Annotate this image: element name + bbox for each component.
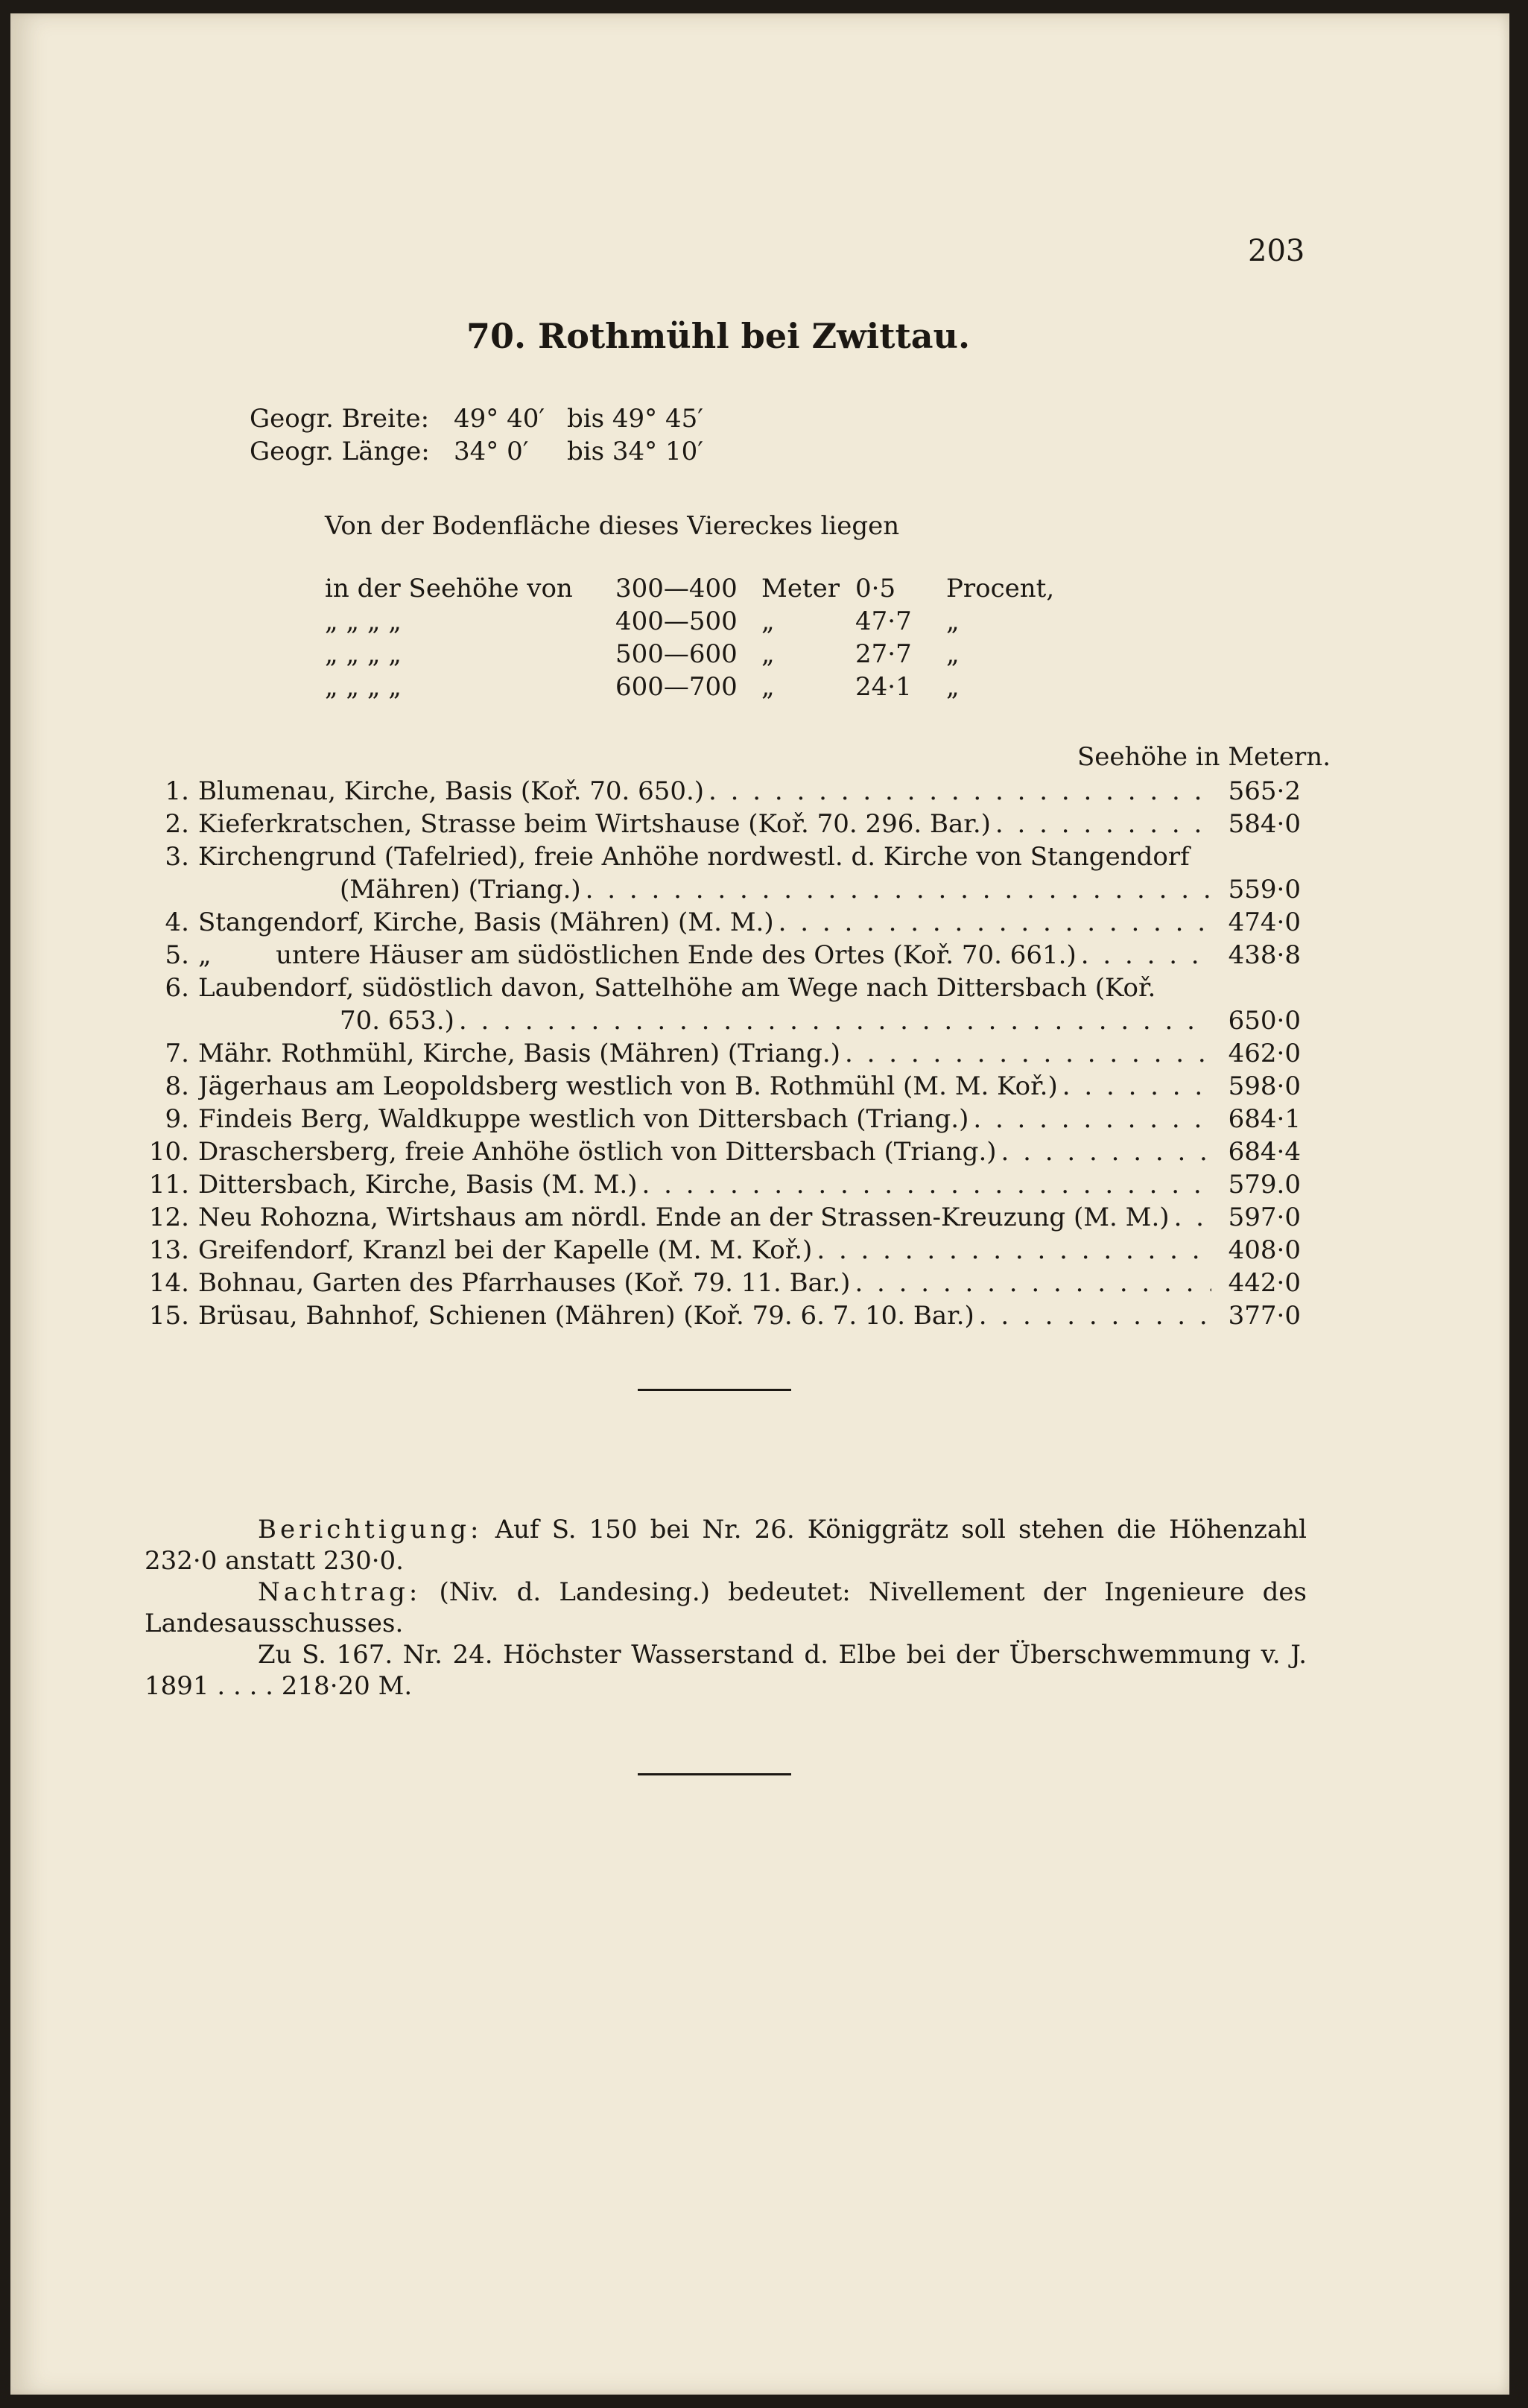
altitude-percent: 24·1 [855, 672, 912, 702]
list-item [145, 1103, 1301, 1135]
nachtrag-label: Nachtrag: [258, 1577, 422, 1607]
longitude-from: 34° 0′ [454, 437, 529, 466]
list-item [145, 1037, 1301, 1070]
zusatz-note: Zu S. 167. Nr. 24. Höchster Wasserstand d. Elbe bei der Überschwemmung v. J. 1891 . . . . 218·20 M. [145, 1640, 1307, 1701]
column-header: Seehöhe in Metern. [1077, 742, 1331, 772]
item-value: 408·0 [1228, 1235, 1301, 1265]
longitude-row [250, 435, 703, 468]
item-number: 8. [165, 1071, 189, 1101]
item-number: 9. [165, 1104, 189, 1134]
list-item [145, 1267, 1301, 1299]
area-intro: Von der Bodenfläche dieses Viereckes liegen [325, 511, 900, 541]
list-item [145, 972, 1301, 1037]
list-item [145, 1070, 1301, 1103]
altitude-row [325, 605, 1054, 638]
geo-coordinates [250, 402, 703, 468]
list-item [145, 775, 1301, 808]
item-number: 5. [165, 940, 189, 970]
item-number: 7. [165, 1039, 189, 1068]
altitude-unit: „ [761, 606, 775, 636]
item-number: 13. [148, 1235, 189, 1265]
item-number: 4. [165, 907, 189, 937]
berichtigung-note [145, 1514, 1307, 1577]
altitude-row [325, 671, 1054, 703]
item-number: 14. [148, 1268, 189, 1298]
altitude-suffix: Procent, [946, 574, 1055, 603]
item-number: 6. [165, 973, 189, 1003]
item-value: 438·8 [1228, 940, 1301, 970]
list-item [145, 906, 1301, 939]
berichtigung-text: Auf S. 150 bei Nr. 26. Königgrätz soll stehen die Höhenzahl 232·0 anstatt 230·0. [145, 1515, 1307, 1576]
list-item [145, 1299, 1301, 1332]
item-number: 10. [148, 1137, 189, 1167]
altitude-range: 500—600 [615, 639, 738, 669]
item-number: 11. [148, 1170, 189, 1200]
item-text: Laubendorf, südöstlich davon, Sattelhöhe am Wege nach Dittersbach (Koř. [198, 973, 1156, 1003]
list-item [145, 1135, 1301, 1168]
item-text: Kieferkratschen, Strasse beim Wirtshause (Koř. 70. 296. Bar.) [198, 809, 991, 839]
berichtigung-label: Berichtigung: [258, 1515, 483, 1544]
altitude-range: 300—400 [615, 574, 738, 603]
list-item [145, 1201, 1301, 1234]
divider-rule [638, 1773, 791, 1775]
altitude-suffix: „ [946, 672, 960, 702]
altitude-prefix: in der Seehöhe von [325, 574, 573, 603]
altitude-suffix: „ [946, 606, 960, 636]
altitude-prefix: „ „ „ „ [325, 639, 402, 669]
item-text: Blumenau, Kirche, Basis (Koř. 70. 650.) [198, 776, 705, 806]
nachtrag-text: (Niv. d. Landesing.) bedeutet: Nivellement der Ingenieure des Landesausschusses. [145, 1577, 1307, 1638]
elevation-list [145, 775, 1301, 1332]
altitude-unit: Meter [761, 574, 840, 603]
item-number: 12. [148, 1203, 189, 1232]
altitude-prefix: „ „ „ „ [325, 606, 402, 636]
item-value: 684·4 [1228, 1137, 1301, 1167]
item-number: 3. [165, 842, 189, 872]
item-text: Stangendorf, Kirche, Basis (Mähren) (M. M.) [198, 907, 774, 937]
altitude-unit: „ [761, 672, 775, 702]
latitude-to: bis 49° 45′ [567, 404, 703, 434]
nachtrag-note [145, 1577, 1307, 1639]
page-number: 203 [1248, 234, 1305, 268]
item-text: Jägerhaus am Leopoldsberg westlich von B. Rothmühl (M. M. Koř.) [198, 1071, 1058, 1101]
item-value: 597·0 [1228, 1203, 1301, 1232]
list-item [145, 939, 1301, 972]
latitude-row [250, 402, 703, 435]
section-title: 70. Rothmühl bei Zwittau. [466, 316, 971, 356]
item-value: 650·0 [1228, 1006, 1301, 1036]
longitude-label: Geogr. Länge: [250, 437, 430, 466]
altitude-percent: 27·7 [855, 639, 912, 669]
item-text: Kirchengrund (Tafelried), freie Anhöhe nordwestl. d. Kirche von Stangendorf [198, 842, 1190, 872]
item-text: Neu Rohozna, Wirtshaus am nördl. Ende an der Strassen-Kreuzung (M. M.) [198, 1203, 1170, 1232]
altitude-range: 400—500 [615, 606, 738, 636]
longitude-to: bis 34° 10′ [567, 437, 703, 466]
item-value: 442·0 [1228, 1268, 1301, 1298]
item-text: Mähr. Rothmühl, Kirche, Basis (Mähren) (Triang.) [198, 1039, 840, 1068]
item-text: Findeis Berg, Waldkuppe westlich von Dittersbach (Triang.) [198, 1104, 969, 1134]
item-number: 15. [148, 1301, 189, 1331]
item-value: 584·0 [1228, 809, 1301, 839]
item-text: Brüsau, Bahnhof, Schienen (Mähren) (Koř. 79. 6. 7. 10. Bar.) [198, 1301, 974, 1331]
altitude-suffix: „ [946, 639, 960, 669]
item-value: 565·2 [1228, 776, 1301, 806]
item-text: Bohnau, Garten des Pfarrhauses (Koř. 79. 11. Bar.) [198, 1268, 851, 1298]
altitude-row [325, 638, 1054, 671]
list-item [145, 808, 1301, 840]
divider-rule [638, 1389, 791, 1391]
altitude-prefix: „ „ „ „ [325, 672, 402, 702]
item-number: 2. [165, 809, 189, 839]
item-text: Greifendorf, Kranzl bei der Kapelle (M. M. Koř.) [198, 1235, 813, 1265]
latitude-label: Geogr. Breite: [250, 404, 430, 434]
item-value: 559·0 [1228, 875, 1301, 904]
item-text: Dittersbach, Kirche, Basis (M. M.) [198, 1170, 638, 1200]
item-value: 598·0 [1228, 1071, 1301, 1101]
altitude-percent: 0·5 [855, 574, 896, 603]
list-item [145, 1168, 1301, 1201]
item-text: „ untere Häuser am südöstlichen Ende des Ortes (Koř. 70. 661.) [198, 940, 1077, 970]
list-item [145, 1234, 1301, 1267]
item-text-continued: (Mähren) (Triang.) [340, 875, 581, 904]
item-value: 377·0 [1228, 1301, 1301, 1331]
item-value: 462·0 [1228, 1039, 1301, 1068]
item-number: 1. [165, 776, 189, 806]
item-value: 474·0 [1228, 907, 1301, 937]
latitude-from: 49° 40′ [454, 404, 545, 434]
page [10, 13, 1509, 2395]
list-item [145, 840, 1301, 906]
altitude-unit: „ [761, 639, 775, 669]
altitude-row [325, 572, 1054, 605]
altitude-percent: 47·7 [855, 606, 912, 636]
item-value: 579.0 [1228, 1170, 1301, 1200]
altitude-range: 600—700 [615, 672, 738, 702]
item-text-continued: 70. 653.) [340, 1006, 454, 1036]
item-value: 684·1 [1228, 1104, 1301, 1134]
altitude-table [325, 572, 1054, 703]
item-text: Draschersberg, freie Anhöhe östlich von Dittersbach (Triang.) [198, 1137, 997, 1167]
notes-section [145, 1514, 1307, 1702]
